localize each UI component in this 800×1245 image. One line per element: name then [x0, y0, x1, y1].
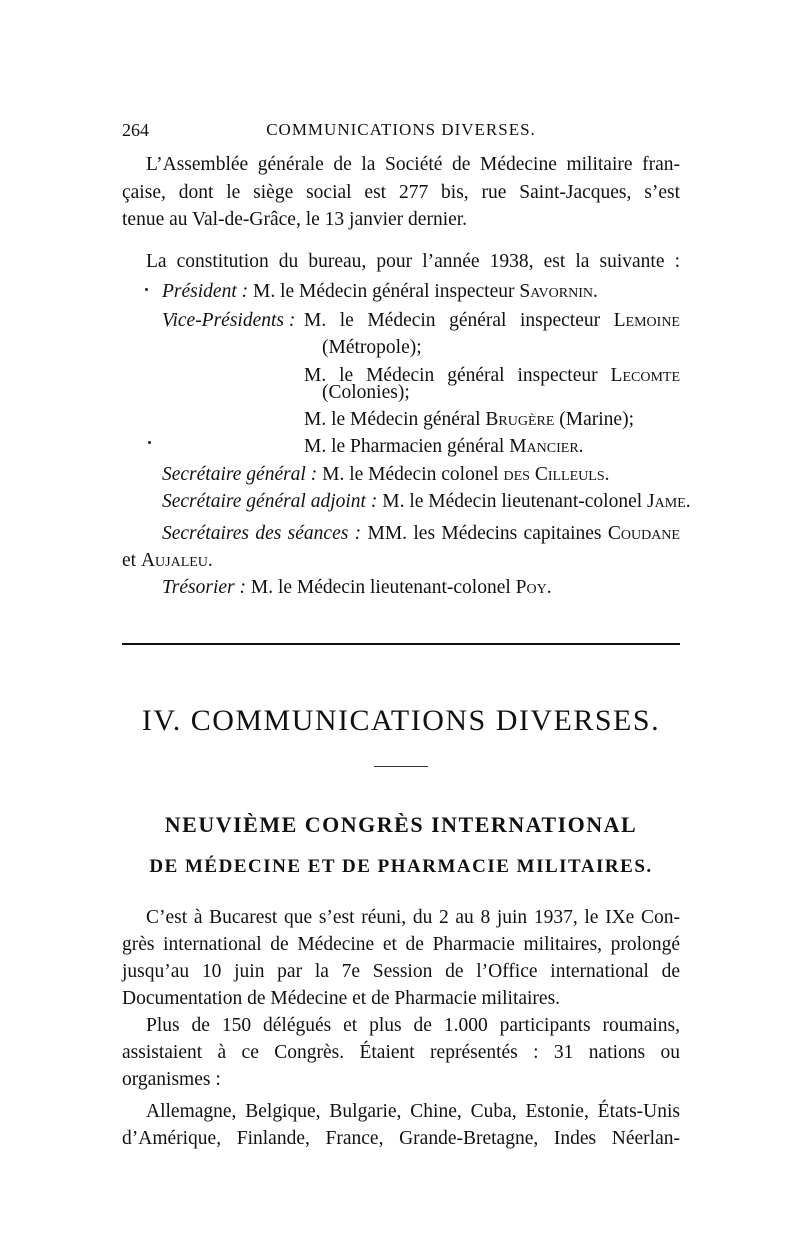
- vp1-cont: (Métropole);: [322, 337, 422, 358]
- ss-line: [162, 521, 680, 547]
- vp2-name: Lecomte: [610, 365, 680, 386]
- running-head: [122, 120, 680, 144]
- tresorier-line: [162, 575, 552, 601]
- vp1-text: M. le Médecin général inspecteur: [304, 310, 601, 331]
- ss-text: MM. les Médecins capitaines: [367, 523, 602, 544]
- tresorier-text: M. le Médecin lieutenant-colonel: [250, 577, 511, 598]
- tresorier-name: Poy.: [515, 577, 552, 598]
- para5-line-2: d’Amérique, Finlande, France, Grande-Bretagne, Indes Néerlan-: [122, 1128, 680, 1149]
- sga-label: Secrétaire général adjoint :: [162, 491, 378, 512]
- page-number: 264: [122, 120, 149, 140]
- vp2-text: M. le Médecin général inspecteur: [304, 365, 598, 386]
- para4-line-3: organismes :: [122, 1069, 221, 1090]
- ss-name: Coudane: [607, 523, 680, 544]
- congress-title-1: NEUVIÈME CONGRÈS INTERNATIONAL: [164, 812, 638, 837]
- para1-line-2: çaise, dont le siège social est 277 bis, rue Saint-Jacques, s’est: [122, 182, 680, 203]
- running-title: COMMUNICATIONS DIVERSES.: [266, 120, 536, 139]
- sg-text: M. le Médecin colonel: [322, 464, 499, 485]
- section-title: IV. COMMUNICATIONS DIVERSES.: [141, 704, 661, 737]
- para3-line-2: grès international de Médecine et de Pharmacie militaires, prolongé: [122, 934, 680, 955]
- sga-name: Jame.: [647, 491, 691, 512]
- president-name: Savornin.: [519, 281, 598, 302]
- congress-title-2: DE MÉDECINE ET DE PHARMACIE MILITAIRES.: [149, 856, 653, 877]
- para1-line-1: L’Assemblée générale de la Société de Médecine militaire fran-: [146, 154, 680, 175]
- vp-label-line: [162, 308, 295, 334]
- sg-line: [162, 462, 610, 488]
- vp3-line: [304, 407, 634, 433]
- vp3-text: M. le Médecin général: [304, 409, 481, 430]
- tresorier-label: Trésorier :: [162, 577, 246, 598]
- vp4-text: M. le Pharmacien général: [304, 436, 505, 457]
- para1-line-3: tenue au Val-de-Grâce, le 13 janvier dernier.: [122, 209, 468, 230]
- vp-label: Vice-Présidents :: [162, 310, 296, 331]
- ss-cont-et: et: [122, 550, 137, 571]
- vp4-name: Mancier.: [509, 436, 584, 457]
- stray-mark: [148, 441, 151, 444]
- vp3-tail: (Marine);: [559, 409, 634, 430]
- ss-cont-name: Aujaleu.: [140, 550, 213, 571]
- section-divider: [122, 643, 680, 645]
- para5-line-1: Allemagne, Belgique, Bulgarie, Chine, Cuba, Estonie, États-Unis: [146, 1101, 680, 1122]
- stray-mark: [145, 288, 148, 291]
- vp3-name: Brugère: [485, 409, 555, 430]
- sg-name: des Cilleuls.: [503, 464, 610, 485]
- short-rule: [374, 766, 428, 767]
- sg-label: Secrétaire général :: [162, 464, 318, 485]
- para3-line-4: Documentation de Médecine et de Pharmacie militaires.: [122, 988, 561, 1009]
- para3-line-3: jusqu’au 10 juin par la 7e Session de l’Office international de: [122, 961, 680, 982]
- vp4-line: [304, 434, 584, 460]
- vp1-line: [304, 308, 680, 334]
- para4-line-1: Plus de 150 délégués et plus de 1.000 participants roumains,: [146, 1015, 680, 1036]
- ss-cont-line: [122, 548, 213, 574]
- para3-line-1: C’est à Bucarest que s’est réuni, du 2 au 8 juin 1937, le IXe Con-: [146, 907, 680, 928]
- president-text: M. le Médecin général inspecteur: [252, 281, 515, 302]
- para4-line-2: assistaient à ce Congrès. Étaient représentés : 31 nations ou: [122, 1042, 680, 1063]
- ss-label: Secrétaires des séances :: [162, 523, 362, 544]
- vp2-cont: (Colonies);: [322, 382, 410, 403]
- sga-line: [162, 489, 691, 515]
- president-label: Président :: [162, 281, 249, 302]
- vp1-name: Lemoine: [613, 310, 680, 331]
- sga-text: M. le Médecin lieutenant-colonel: [382, 491, 643, 512]
- president-line: [162, 279, 598, 305]
- para2-line: La constitution du bureau, pour l’année 1938, est la suivante :: [146, 251, 680, 272]
